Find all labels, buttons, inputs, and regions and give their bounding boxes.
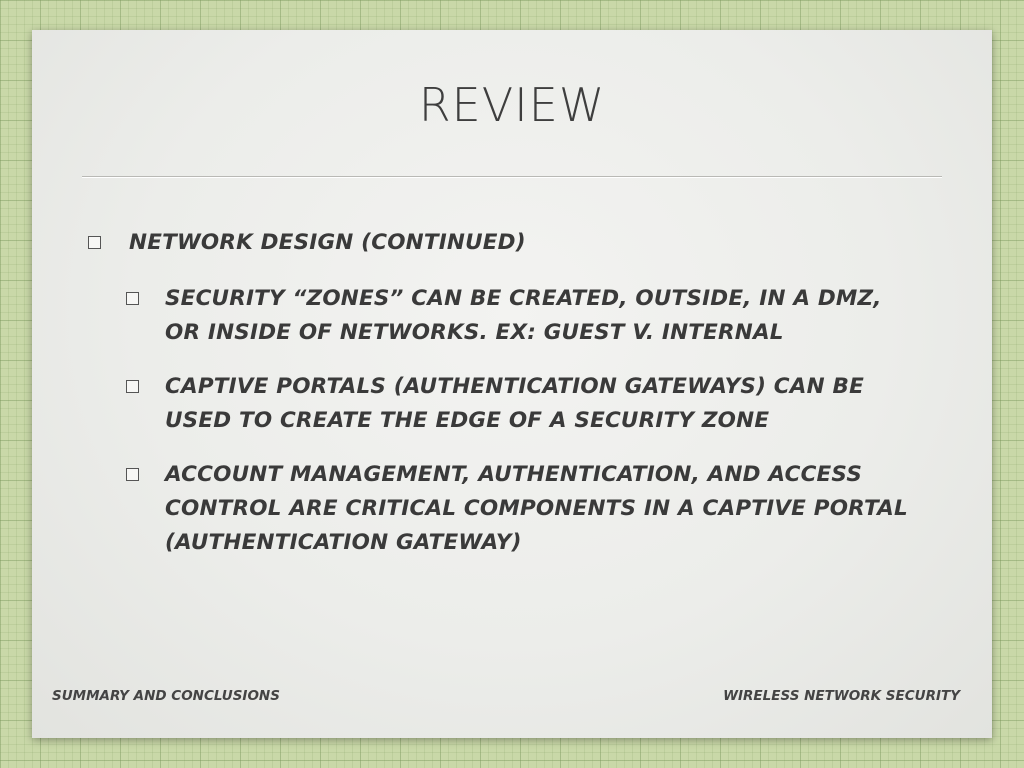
checkbox-bullet-icon xyxy=(88,236,101,249)
footer-course-title: WIRELESS NETWORK SECURITY xyxy=(723,688,960,704)
bullet-text: ACCOUNT MANAGEMENT, AUTHENTICATION, AND ACCESS CONTROL ARE CRITICAL COMPONENTS IN A CAPTIVE PORTAL (AUTHENTICATION GATEWAY) xyxy=(165,462,908,555)
checkbox-bullet-icon xyxy=(126,468,139,481)
checkbox-bullet-icon xyxy=(126,380,139,393)
slide-title: REVIEW xyxy=(418,78,606,132)
bullet-item-captive-portals xyxy=(126,370,918,438)
slide xyxy=(32,30,992,738)
checkbox-bullet-icon xyxy=(126,292,139,305)
bullet-list xyxy=(88,226,918,580)
bullet-text: SECURITY “ZONES” CAN BE CREATED, OUTSIDE, IN A DMZ, OR INSIDE OF NETWORKS. EX: GUEST V. INTERNAL xyxy=(165,286,882,345)
bullet-text: NETWORK DESIGN (CONTINUED) xyxy=(129,230,526,255)
title-divider xyxy=(82,176,942,177)
bullet-item-account-management xyxy=(126,458,918,560)
bullet-text: CAPTIVE PORTALS (AUTHENTICATION GATEWAYS) CAN BE USED TO CREATE THE EDGE OF A SECURITY ZONE xyxy=(165,374,864,433)
bullet-item-security-zones xyxy=(126,282,918,350)
bullet-item-network-design xyxy=(88,226,918,260)
footer-section-label: SUMMARY AND CONCLUSIONS xyxy=(52,688,280,704)
